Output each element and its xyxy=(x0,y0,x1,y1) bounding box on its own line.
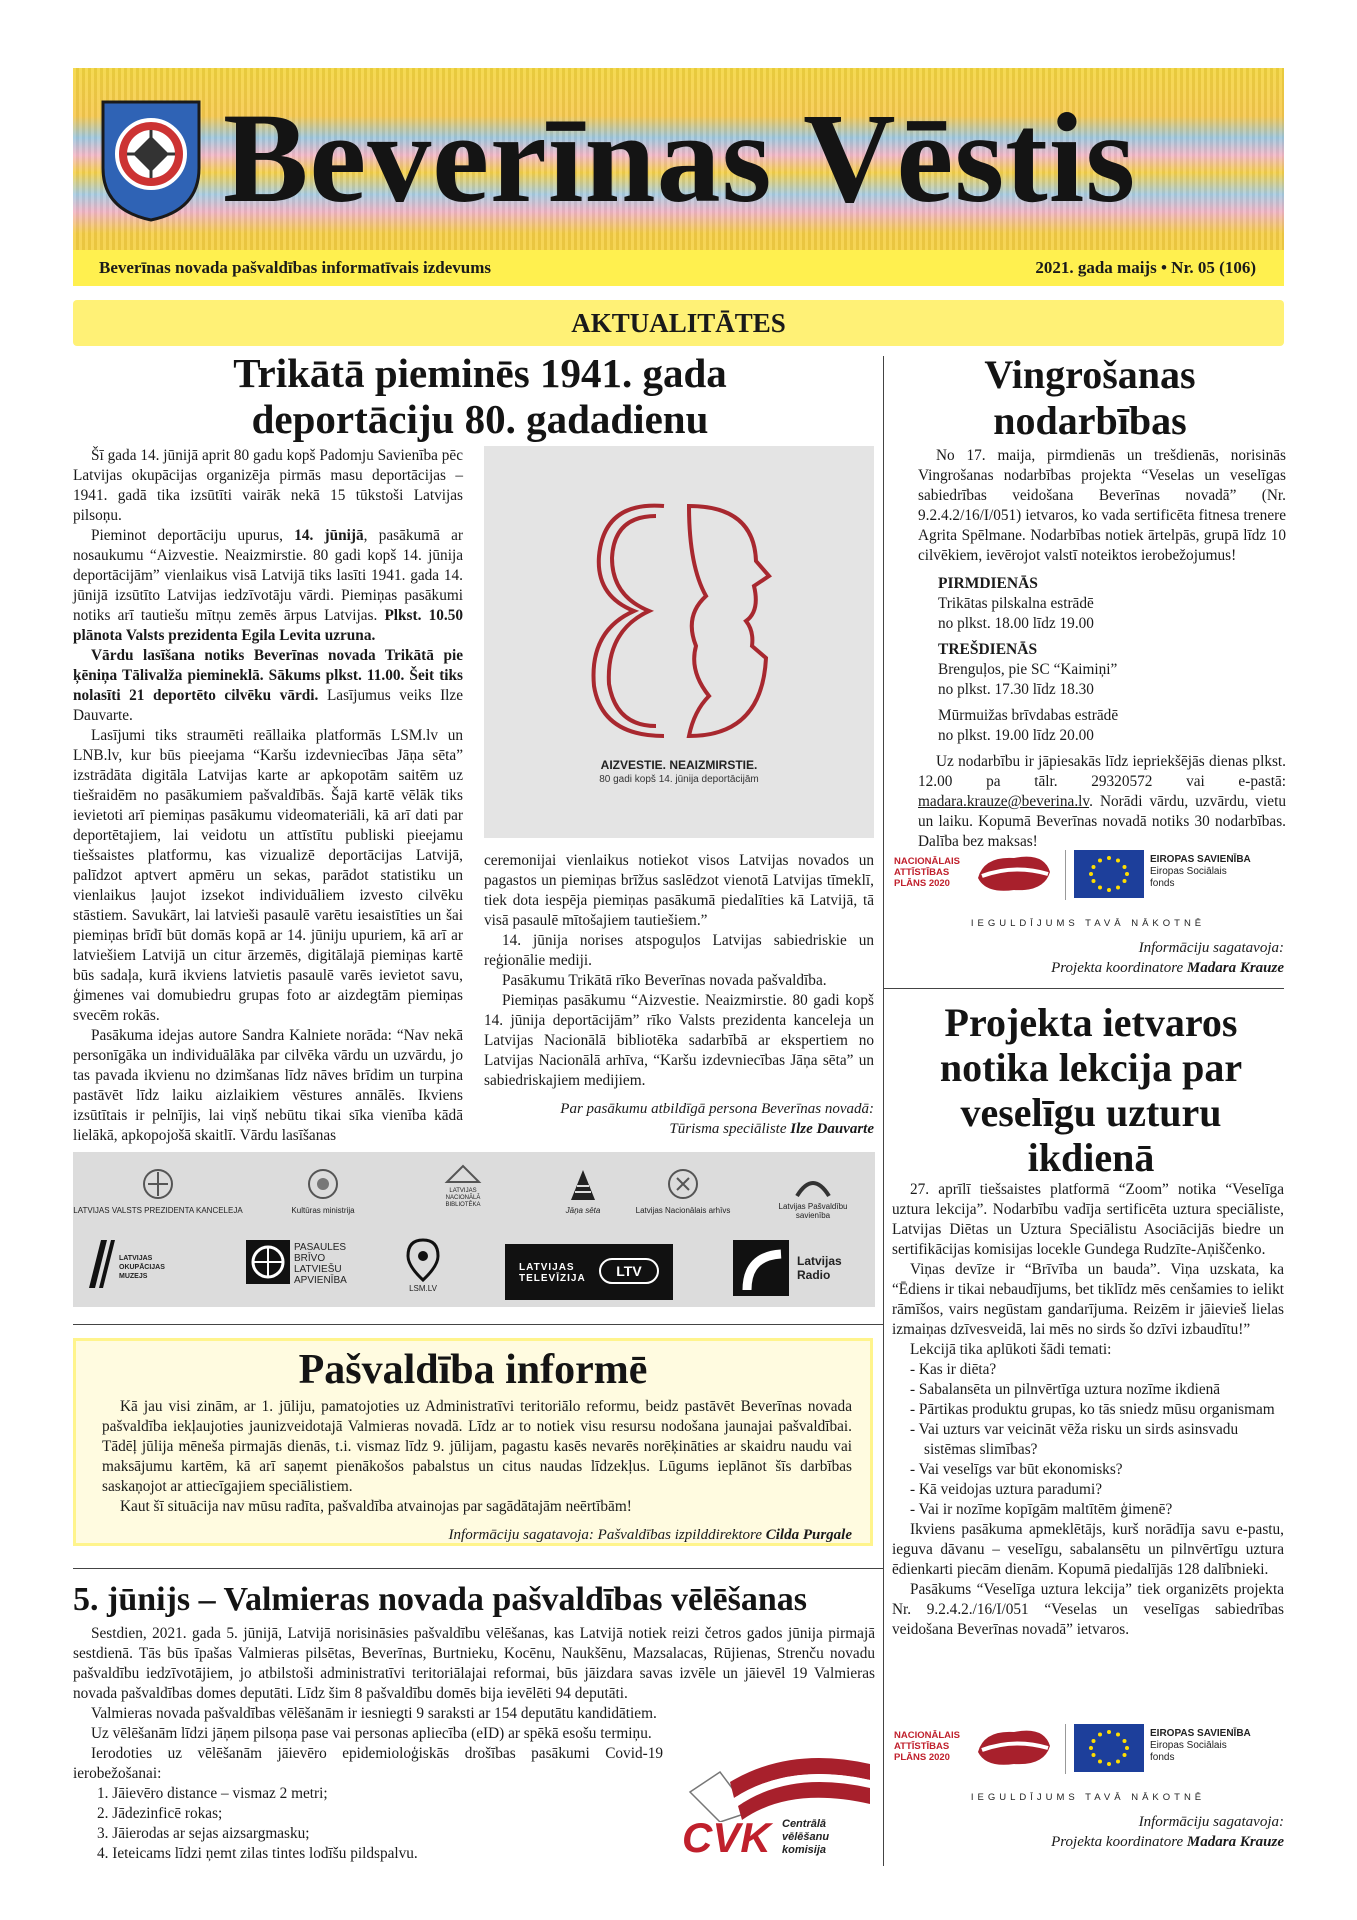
list-item: - Kas ir diēta? xyxy=(910,1361,997,1378)
paragraph: ceremonijai vienlaikus notiekot visos Latvijas novados un pagastos un piemiņas brīžus saslēdzot vienotā Latvijas tīmeklī, tiek dota iespēja piemiņas pasākumā piedalīties kā Latvijā, tā visā pasaulē mītošajiem tautiešiem.” xyxy=(484,852,874,929)
paragraph: Vārdu lasīšana notiks Beverīnas novada Trikātā pie ķēniņa Tālivalža piemineklā. Sākums plkst. 11.00. Šeit tiks nolasīti 21 deportēto cilvēku vārdi. Lasījumus veiks Ilze Dauvarte. xyxy=(73,647,463,724)
coat-of-arms-icon xyxy=(99,98,203,222)
masthead-subbar xyxy=(73,250,1284,286)
municipality-notice-headline: Pašvaldība informē xyxy=(298,1347,648,1393)
list-item: 2. Jādezinficē rokas; xyxy=(97,1805,223,1822)
paragraph: Ikviens pasākuma apmeklētājs, kurš norādīja savu e-pastu, ieguva dāvanu – veselīgu, sabalansētu un pilnvērtīgu uztura ēdienkarti piecām dienām. Kopumā piedalījās 128 dalībnieki. xyxy=(892,1521,1284,1578)
logo-occupation-museum: LATVIJAS OKUPĀCIJAS MUZEJS xyxy=(85,1238,185,1290)
issue-info: 2021. gada maijs • Nr. 05 (106) xyxy=(1035,258,1256,277)
paragraph: Sestdien, 2021. gada 5. jūnijā, Latvijā norisināsies pašvaldību vēlēšanas, kas Latvijā notiek reizi četros gados jūnija pirmajā sestdienā. Tās būs īpašas Valmieras pilsētas, Beverīnas, Burtnieku, Kocēnu, Naukšēnu, Mazsalacas, Rūjienas, Strenču novadu pašvaldību iedzīvotājiem, jo atbilstoši administratīvi teritoriālajai reformai, būs jāizdara savas izvēle un jāievēl 19 Valmieras novada pašvaldības domes deputāti. Līdz šim 8 pašvaldību domēs bija ievēlēti 94 deputāti. xyxy=(73,1625,875,1702)
nap-label: NACIONĀLAIS ATTĪSTĪBAS PLĀNS 2020 xyxy=(894,856,960,889)
paragraph: Kā jau visi zinām, ar 1. jūliju, pamatojoties uz Administratīvi teritoriālo reformu, beidz pastāvēt Beverīnas novada pašvaldība iekļaujoties jaunizveidotajā Valmieras novadā. Līdz ar to notiek visu resursu nodošana jaunajai pašvaldībai. Tādēļ jūlija mēneša pirmajās dienās, t.i. vismaz līdz 9. jūlijam, pagastu kasēs nevarēs norēķināties ar skaidru naudu vai maksājumu kartēm, kā arī saņemt pienākošos pabalstus un citus naudas līdzekļus. Lūgums ieplānot šīs darbības saskaņojot ar attiecīgajiem speciālistiem. xyxy=(102,1398,852,1495)
column-divider xyxy=(883,356,884,1866)
flag-ballot-icon xyxy=(680,1752,875,1822)
cvk-logo xyxy=(680,1752,875,1862)
paragraph: Ierodoties uz vēlēšanām jāievēro epidemioloģiskās drošības pasākumi Covid-19 ierobežošanai: xyxy=(73,1745,663,1782)
memorial-image xyxy=(484,446,874,838)
masthead xyxy=(73,68,1284,286)
municipality-notice xyxy=(73,1338,873,1546)
paragraph: Uz nodarbību ir jāpiesakās līdz iepriekšējās dienas plkst. 12.00 pa tālr. 29320572 vai e-pastā: madara.krauze@beverina.lv. Norādi vārdu, uzvārdu, vietu un laiku. Kopumā Beverīnas novadā notiks 30 nodarbības. Dalība bez maksas! xyxy=(918,753,1286,850)
divider xyxy=(884,988,1284,989)
paragraph: Šī gada 14. jūnijā aprit 80 gadu kopš Padomju Savienība pēc Latvijas okupācijas organizēja pirmās masu deportācijas – 1941. gadā tika izsūtīti vairāk nekā 15 tūkstoši Latvijas pilsoņu. xyxy=(73,447,463,524)
paragraph: Pasākuma idejas autore Sandra Kalniete norāda: “Nav nekā personīgāka un individuālāka par cilvēka vārdu un uzvārdu, jo tas pavada ikvienu no dzimšanas līdz nāves brīdim un turpina pastāvēt līdz laiku aizlaikiem vēstures annālēs. Ikviens izsūtītais ir pelnījis, lai viņš nebūtu tikai sīka vienība kādā lielākā, apkopojošā skaitlī. Vārdu lasīšanas xyxy=(73,1027,463,1144)
eu-flag-icon xyxy=(1074,1724,1144,1772)
paragraph: Kaut šī situācija nav mūsu radīta, pašvaldība atvainojas par sagādātajām neērtībām! xyxy=(120,1498,632,1515)
list-item: - Vai ir nozīme kopīgām maltītēm ģimenē? xyxy=(910,1501,1173,1518)
paragraph: Valmieras novada pašvaldības vēlēšanām ir iesniegti 9 saraksti ar 154 deputātu kandidātiem. xyxy=(91,1705,657,1722)
gym-body xyxy=(918,446,1286,852)
divider xyxy=(73,1568,883,1569)
cvk-abbrev: CVK xyxy=(682,1814,771,1861)
paragraph: Pasākumu Trikātā rīko Beverīnas novada pašvaldība. xyxy=(502,972,827,989)
list-item: 4. Ieteicams līdzi ņemt zilas tintes lodīšu pildspalvu. xyxy=(97,1845,418,1862)
paragraph: No 17. maija, pirmdienās un trešdienās, norisinās Vingrošanas nodarbības projekta “Veselas un veselīgas sabiedrības veidošana Beverīnas novadā” (Nr. 9.2.4.2/16/I/051) ietvaros, ko vada sertificēta fitnesa trenere Agrita Spēlmane. Nodarbības notiek ārtelpās, grupā līdz 10 cilvēkiem, ievērojot valstī noteiktos ierobežojumus! xyxy=(918,447,1286,564)
eu-label: EIROPAS SAVIENĪBA Eiropas Sociālais fonds xyxy=(1150,854,1251,889)
logo-president-chancery: LATVIJAS VALSTS PREZIDENTA KANCELEJA xyxy=(73,1166,243,1215)
logo-national-library: LATVIJAS NACIONĀLĀ BIBLIOTĒKA xyxy=(433,1162,493,1209)
nap-label: NACIONĀLAIS ATTĪSTĪBAS PLĀNS 2020 xyxy=(894,1730,960,1763)
list-item: - Pārtikas produktu grupas, ko tās sniedz mūsu organismam xyxy=(910,1401,1275,1418)
paragraph: Pasākums “Veselīga uztura lekcija” tiek organizēts projekta Nr. 9.2.4.2./16/I/051 “Veselas un veselīgas sabiedrības veidošana Beverīnas novadā” ietvaros. xyxy=(892,1581,1284,1638)
cvk-fullname: Centrālā vēlēšanu komisija xyxy=(782,1818,830,1856)
list-item: - Kā veidojas uztura paradumi? xyxy=(910,1481,1102,1498)
logo-culture-ministry: Kultūras ministrija xyxy=(273,1166,373,1215)
list-item: - Sabalansēta un pilnvērtīga uztura nozīme ikdienā xyxy=(910,1381,1221,1398)
email-link[interactable]: madara.krauze@beverina.lv xyxy=(918,793,1090,810)
eu-label: EIROPAS SAVIENĪBA Eiropas Sociālais fonds xyxy=(1150,1728,1251,1763)
paragraph: Uz vēlēšanām līdzi jāņem pilsoņa pase vai personas apliecība (eID) ar spēkā esošu termiņu. xyxy=(91,1725,652,1742)
lecture-signature: Informāciju sagatavoja: Projekta koordinatore Madara Krauze xyxy=(1051,1814,1284,1850)
paragraph: 27. aprīlī tiešsaistes platformā “Zoom” notika “Veselīga uztura lekcija”. Nodarbību vadīja sertificēta uztura speciāliste, Latvijas Diētas un Uztura Speciālistu Asociācijās biedre un sertifikācijas komisijas locekle Gundega Rudzīte-Aņiščenko. xyxy=(892,1181,1284,1258)
paragraph: Lasījumi tiks straumēti reāllaika platformās LSM.lv un LNB.lv, kur būs pieejama “Karšu izdevniecības Jāņa sēta” izstrādāta digitāla Latvijas karte ar apkopotām saitēm uz tiešraidēm no pasākumiem pašvaldībās. Šajā kartē vēlāk tiks ievietoti arī piemiņas pasākumu videomateriāli, kā arī dati par deportētajiem, lai veidotu un attīstītu publiski pieejamu tiešsaistes platformu, kas vizualizē deportācijas Latvijā, palīdzot aptvert apmēru un sekas, parādot statistiku un vienlaikus ļaujot izsekot individuāliem izvesto cilvēku stāstiem. Savukārt, lai latvieši pasaulē varētu iesaistīties un šai piemiņas brīdī būt domās kopā ar 14. jūniju upuriem, kā arī ar latviešiem Latvijā un citur ārzemēs, digitālajā piemiņas kartē būs sadaļa, kurā ikviens latvietis pasaulē varēs ievietot savu, ģimenes vai domubiedru grupas foto ar aizdegtām piemiņas svecēm rokās. xyxy=(73,727,463,1024)
article1-headline: Trikātā pieminēs 1941. gada deportāciju 80. gadadienu xyxy=(233,350,727,442)
eu-motto: IEGULDĪJUMS TAVĀ NĀKOTNĒ xyxy=(970,918,1206,929)
memorial-80-logo-icon xyxy=(484,446,874,776)
paragraph: Piemiņas pasākumu “Aizvestie. Neaizmirstie. 80 gadi kopš 14. jūnija deportācijām” rīko Valsts prezidenta kanceleja un Latvijas Nacionālā bibliotēka sadarbībā ar ekspertiem no Latvijas Nacionālā arhīva, “Karšu izdevniecības Jāņa sēta” un sabiedriskajiem medijiem. xyxy=(484,992,874,1089)
elections-headline: 5. jūnijs – Valmieras novada pašvaldības vēlēšanas xyxy=(73,1581,807,1618)
gym-headline: Vingrošanas nodarbības xyxy=(984,352,1196,443)
logo-janis-seta: Jāņa sēta xyxy=(553,1166,613,1215)
logo-latvian-radio: Latvijas Radio xyxy=(733,1240,863,1296)
image-caption-sub: 80 gadi kopš 14. jūnija deportācijām xyxy=(599,774,759,785)
gym-schedule: PIRMDIENĀS Trikātas pilskalna estrādē no plkst. 18.00 līdz 19.00 TREŠDIENĀS Brenguļos, pie SC “Kaimiņi” no plkst. 17.30 līdz 18.30 Mūrmuižas brīvdabas estrādē no plkst. 19.00 līdz 20.00 xyxy=(938,575,1119,744)
latvia-map-icon xyxy=(974,848,1054,896)
newspaper-title: Beverīnas Vēstis xyxy=(223,87,1137,229)
logo-municipalities-union: Latvijas Pašvaldību savienība xyxy=(763,1166,863,1220)
article1-col1 xyxy=(73,446,463,1146)
paragraph: Pieminot deportāciju upurus, 14. jūnijā, pasākumā ar nosaukumu “Aizvestie. Neaizmirstie. 80 gadi kopš 14. jūnija deportācijām” vienlaikus visā Latvijā tiks lasīti 1941. gada 14. jūnijā izsūtīto Latvijas iedzīvotāju vārdi. Piemiņas pasākumi notiks arī tautiešu mītņu zemēs ārpus Latvijas. Plkst. 10.50 plānota Valsts prezidenta Egila Levita uzruna. xyxy=(73,527,463,644)
logo-national-archive: Latvijas Nacionālais arhīvs xyxy=(633,1166,733,1215)
lecture-headline: Projekta ietvaros notika lekcija par veselīgu uzturu ikdienā xyxy=(939,1000,1243,1180)
eu-funding-block xyxy=(892,846,1284,936)
partner-logos xyxy=(73,1152,875,1307)
divider xyxy=(73,1324,883,1325)
municipality-signature: Informāciju sagatavoja: Pašvaldības izpilddirektore Cilda Purgale xyxy=(448,1527,852,1543)
list-item: 3. Jāierodas ar sejas aizsargmasku; xyxy=(97,1825,310,1842)
logo-lsm: LSM.LV xyxy=(393,1238,453,1293)
list-item: - Vai uzturs var veicināt vēža risku un sirds asinsvadu sistēmas slimības? xyxy=(910,1421,1239,1458)
eu-funding-block-2 xyxy=(892,1720,1284,1810)
article1-col2 xyxy=(484,851,874,1139)
latvia-map-icon xyxy=(974,1722,1054,1770)
gym-signature: Informāciju sagatavoja: Projekta koordinatore Madara Krauze xyxy=(1051,940,1284,976)
eu-flag-icon xyxy=(1074,850,1144,898)
eu-motto: IEGULDĪJUMS TAVĀ NĀKOTNĒ xyxy=(970,1792,1206,1803)
list-item: - Vai veselīgs var būt ekonomisks? xyxy=(910,1461,1123,1478)
list-item: 1. Jāievēro distance – vismaz 2 metri; xyxy=(97,1785,328,1802)
section-title: AKTUALITĀTES xyxy=(73,300,1284,346)
logo-world-free-latvians: PASAULES BRĪVO LATVIEŠU APVIENĪBA xyxy=(246,1240,366,1286)
image-caption-title: AIZVESTIE. NEAIZMIRSTIE. xyxy=(600,758,758,772)
publication-subtitle: Beverīnas novada pašvaldības informatīvais izdevums xyxy=(99,258,491,277)
lecture-topics xyxy=(892,1360,1284,1520)
lecture-body xyxy=(892,1180,1284,1640)
paragraph: Viņas devīze ir “Brīvība un bauda”. Viņa uzskata, ka “Ēdiens ir tikai nebaudījums, bet tiklīdz mēs cenšamies to ielikt rāmīšos, vairs negūstam gandarījuma. Reizēm ir jāievieš lielas izmaiņas dzīvesveidā, lai mēs no sirds šo dzīvi izbaudītu!” xyxy=(892,1261,1284,1338)
article1-signature: Par pasākumu atbildīgā persona Beverīnas novadā: Tūrisma speciāliste Ilze Dauvarte xyxy=(560,1101,874,1137)
paragraph: 14. jūnija norises atspoguļos Latvijas sabiedriskie un reģionālie mediji. xyxy=(484,932,874,969)
logo-ltv: LATVIJAS TELEVĪZIJA LTV xyxy=(505,1244,673,1300)
paragraph: Lekcijā tika aplūkoti šādi temati: xyxy=(910,1341,1112,1358)
